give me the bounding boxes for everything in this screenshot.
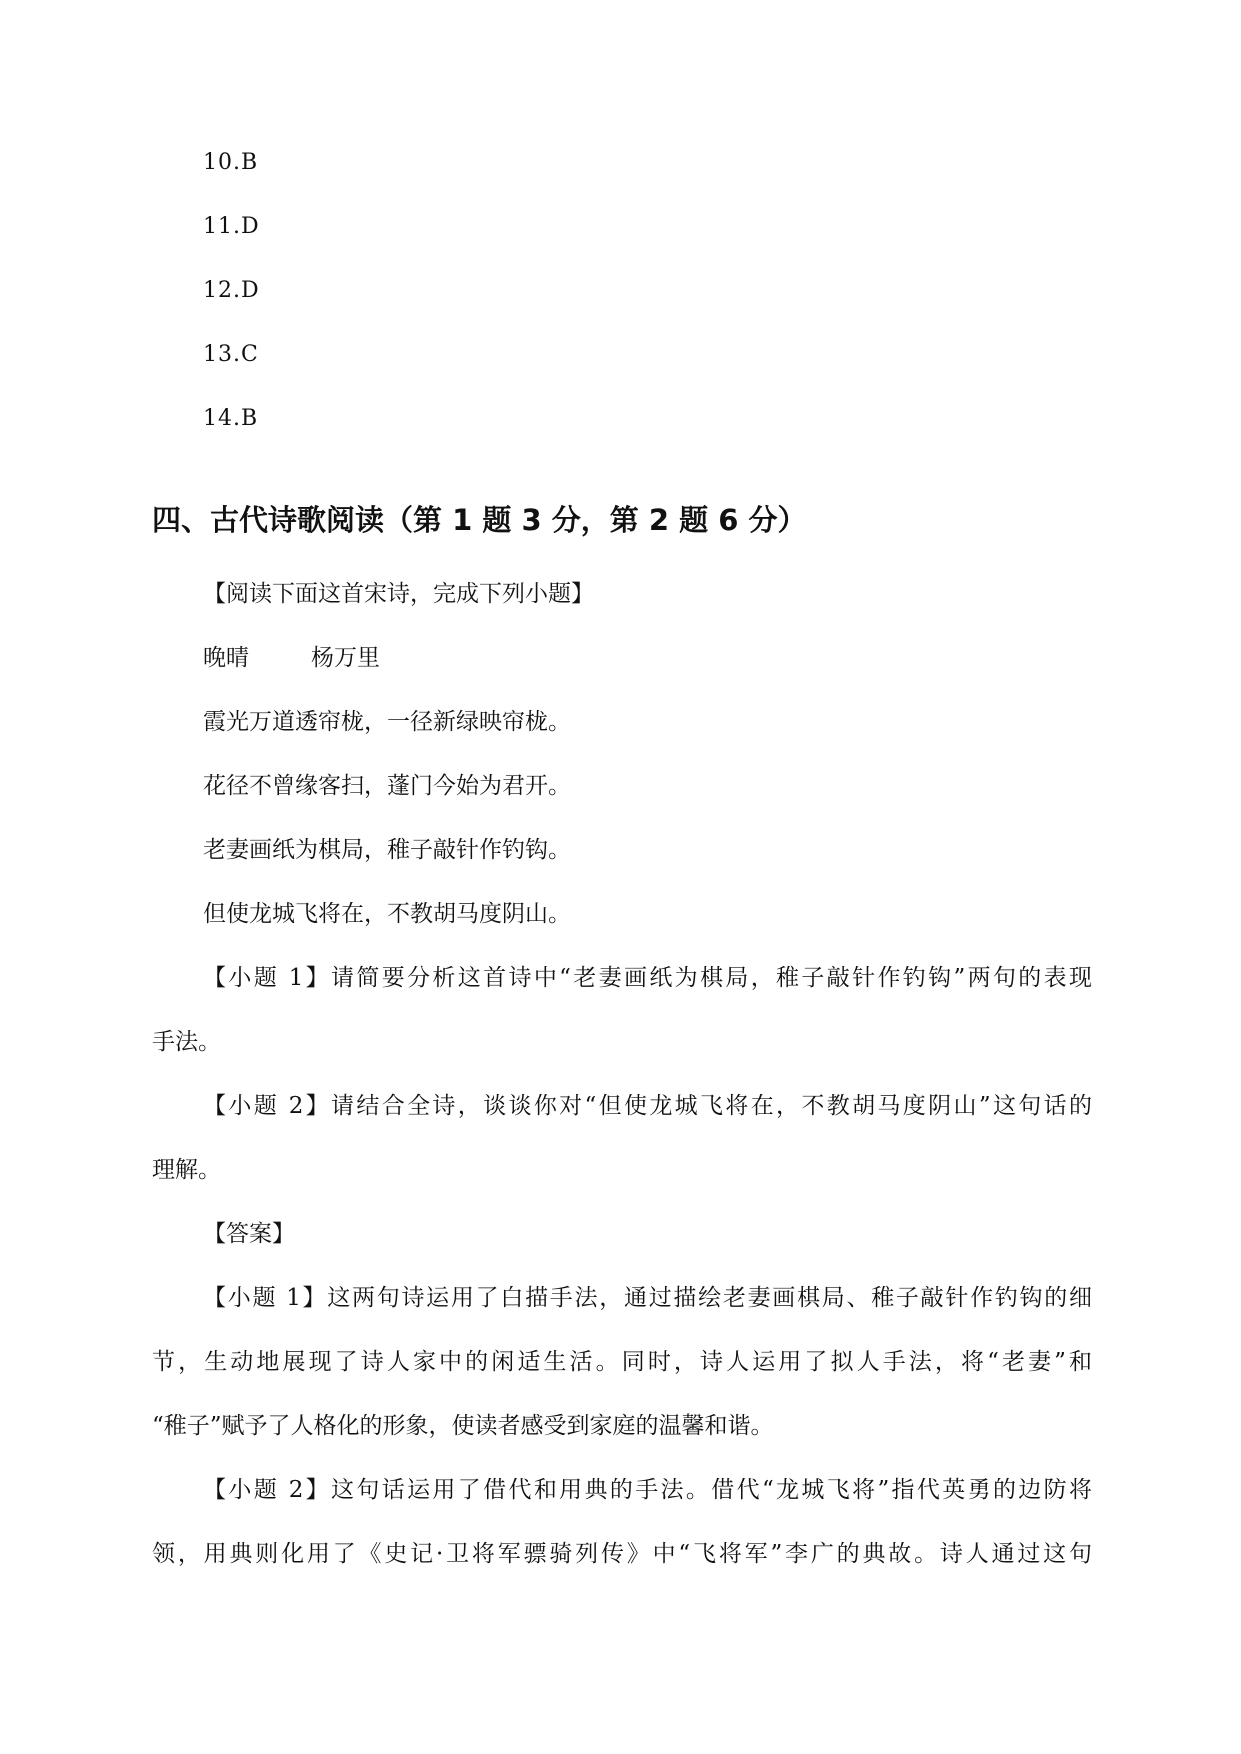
poem-line: 但使龙城飞将在，不教胡马度阴山。 <box>203 901 571 927</box>
poem-title-line <box>203 644 380 672</box>
answer-label: 【答案】 <box>203 1221 295 1247</box>
reading-instruction: 【阅读下面这首宋诗，完成下列小题】 <box>203 581 594 607</box>
poem-author: 杨万里 <box>311 645 380 671</box>
poem-line: 老妻画纸为棋局，稚子敲针作钓钩。 <box>203 837 571 863</box>
answer-1-line-2: 节，生动地展现了诗人家中的闲适生活。同时，诗人运用了拟人手法，将“老妻”和 <box>152 1349 1092 1375</box>
answer-item: 12.D <box>203 278 260 303</box>
section-heading: 四、古代诗歌阅读（第 1 题 3 分，第 2 题 6 分） <box>152 503 807 537</box>
poem-line: 花径不曾缘客扫，蓬门今始为君开。 <box>203 773 571 799</box>
answer-item: 11.D <box>203 214 260 239</box>
poem-title: 晚晴 <box>203 645 249 671</box>
answer-2-line-2: 领，用典则化用了《史记·卫将军骠骑列传》中“飞将军”李广的典故。诗人通过这句 <box>152 1541 1092 1567</box>
answer-item: 14.B <box>203 406 259 431</box>
answer-1-line-3: “稚子”赋予了人格化的形象，使读者感受到家庭的温馨和谐。 <box>152 1413 774 1439</box>
answer-item: 10.B <box>203 150 259 175</box>
question-1-line-2: 手法。 <box>152 1029 221 1055</box>
poem-line: 霞光万道透帘栊，一径新绿映帘栊。 <box>203 709 571 735</box>
question-2-line-1: 【小题 2】请结合全诗，谈谈你对“但使龙城飞将在，不教胡马度阴山”这句话的 <box>203 1093 1092 1119</box>
answer-2-line-1: 【小题 2】这句话运用了借代和用典的手法。借代“龙城飞将”指代英勇的边防将 <box>203 1477 1092 1503</box>
question-1-line-1: 【小题 1】请简要分析这首诗中“老妻画纸为棋局，稚子敲针作钓钩”两句的表现 <box>203 965 1092 991</box>
answer-item: 13.C <box>203 342 259 367</box>
answer-1-line-1: 【小题 1】这两句诗运用了白描手法，通过描绘老妻画棋局、稚子敲针作钓钩的细 <box>203 1285 1092 1311</box>
question-2-line-2: 理解。 <box>152 1157 221 1183</box>
